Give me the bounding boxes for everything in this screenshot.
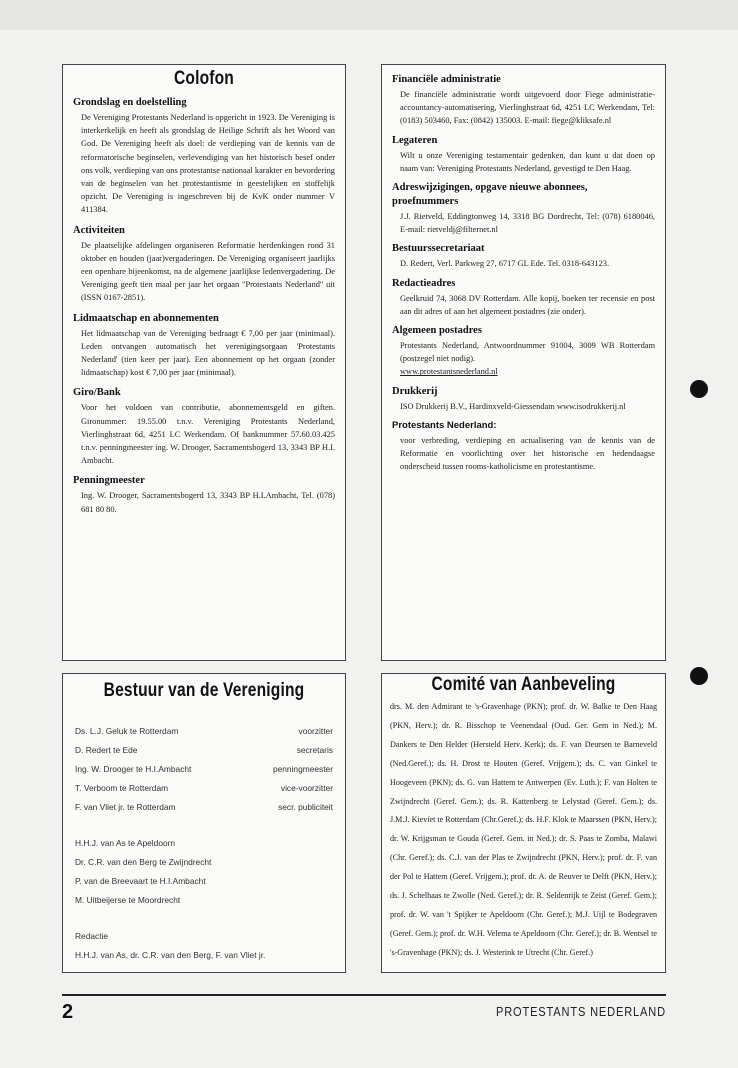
section-legateren	[392, 134, 655, 175]
section-body: J.J. Rietveld, Eddingtonweg 14, 3318 BG Dordrecht, Tel: (078) 6180046, E-mail: rietveldj@filternet.nl	[400, 212, 655, 235]
section-heading: Drukkerij	[392, 385, 438, 397]
comite-title: Comité van Aanbeveling	[431, 674, 616, 695]
section-heading: Bestuurssecretariaat	[392, 243, 485, 255]
section-body: Protestants Nederland, Antwoordnummer 91004, 3009 WB Rotterdam (postzegel niet nodig).	[400, 341, 655, 364]
section-body: ISO Drukkerij B.V., Hardinxveld-Giessendam www.isodrukkerij.nl	[400, 401, 626, 411]
officer-row	[75, 760, 333, 779]
section-adreswijzigingen	[392, 181, 655, 236]
section-heading: Grondslag en doelstelling	[73, 97, 187, 108]
section-lidmaatschap	[73, 312, 335, 380]
redactie-names: H.H.J. van As, dr. C.R. van den Berg, F. van Vliet jr.	[75, 950, 266, 960]
bestuur-title: Bestuur van de Vereniging	[103, 680, 305, 701]
section-body: Geelkruid 74, 3068 DV Rotterdam. Alle kopij, boeken ter recensie en post aan dit adres of aan het algemeen postadres (zie onder).	[400, 293, 655, 316]
section-body: De plaatselijke afdelingen organiseren Reformatie herdenkingen rond 31 oktober en houden (jaar)vergaderingen. De Vereniging organiseert jaarlijks een openbare bijeenkomst, na de algemene jaarlijkse ledenvergadering. De Vereniging geeft tien maal per jaar het orgaan "Protestants Nederland" uit (ISSN 0167-2851).	[81, 240, 335, 303]
binder-hole-icon	[690, 380, 708, 398]
website-link[interactable]: www.protestantsnederland.nl	[400, 367, 498, 377]
officer-role: penningmeester	[272, 764, 333, 774]
binder-hole-icon	[690, 667, 708, 685]
section-drukkerij	[392, 385, 655, 413]
officer-role: vice-voorzitter	[280, 783, 333, 793]
section-heading: Activiteiten	[73, 224, 125, 236]
member-name: H.H.J. van As te Apeldoorn	[75, 838, 176, 848]
page-top-shade	[0, 0, 738, 30]
officer-row	[75, 798, 333, 817]
section-bestuurssecretariaat	[392, 242, 655, 270]
footer-rule	[62, 994, 666, 996]
officer-name: Ds. L.J. Geluk te Rotterdam	[75, 726, 179, 736]
officer-row	[75, 722, 333, 741]
info-box	[381, 64, 666, 661]
member-name: Dr. C.R. van den Berg te Zwijndrecht	[75, 857, 212, 867]
officer-row	[75, 779, 333, 798]
section-body: Ing. W. Drooger, Sacramentsbogerd 13, 3343 BP H.I.Ambacht, Tel. (078) 681 80 80.	[81, 491, 335, 514]
section-activiteiten	[73, 224, 335, 305]
section-body: Het lidmaatschap van de Vereniging bedraagt € 7,00 per jaar (minimaal). Leden ontvangen automatisch het verenigingsorgaan 'Protestants Nederland' (tien keer per jaar). Een abonnement op het orgaan (zonder lidmaatschap) kost € 7,00 per jaar (minimaal).	[81, 328, 335, 378]
section-body: De financiële administratie wordt uitgevoerd door Fiege administratie-accountancy-automatisering, Vierlinghstraat 6d, 4251 LC Werkendam, Tel: (0183) 503460, Fax: (0842) 135003. E-mail: fiege@kliksafe.nl	[400, 90, 655, 126]
section-heading: Penningmeester	[73, 475, 145, 487]
section-penningmeester	[73, 474, 335, 515]
member-name: M. Uitbeijerse te Moordrecht	[75, 895, 181, 905]
officer-name: F. van Vliet jr. te Rotterdam	[75, 802, 176, 812]
comite-box	[381, 673, 666, 973]
officer-name: T. Verboom te Rotterdam	[75, 783, 169, 793]
redactie-label: Redactie	[75, 931, 109, 941]
colofon-title: Colofon	[174, 68, 234, 89]
section-heading: Protestants Nederland:	[392, 419, 497, 431]
section-body: D. Redert, Verl. Parkweg 27, 6717 GL Ede. Tel. 0318-643123.	[400, 259, 610, 269]
section-heading: Algemeen postadres	[392, 325, 482, 337]
section-financiele-administratie	[392, 73, 655, 128]
bestuur-box	[62, 673, 346, 973]
section-body: De Vereniging Protestants Nederland is opgericht in 1923. De Vereniging is interkerkelijk en heeft als grondslag de Heilige Schrift als het Woord van God. De Vereniging heeft als doel: de verdieping van de kennis van de reformatorische beginselen, verlevendiging van het historisch besef onder ons volk, verdieping van ons protestantse nationaal karakter en bevordering van de beginselen van het protestantisme in geestelijken en stoffelijk opzicht. De Vereniging is ingeschreven bij de KvK onder nummer V 411384.	[81, 113, 335, 215]
officer-role: voorzitter	[298, 726, 333, 736]
section-body: Wilt u onze Vereniging testamentair gedenken, dan kunt u dat doen op naam van: Vereniging Protestants Nederland, gevestigd te Den Haag.	[400, 150, 655, 173]
officer-role: secretaris	[296, 745, 333, 755]
officer-name: Ing. W. Drooger te H.I.Ambacht	[75, 764, 192, 774]
section-heading: Redactieadres	[392, 277, 456, 289]
officer-name: D. Redert te Ede	[75, 745, 138, 755]
section-heading: Financiële administratie	[392, 74, 501, 85]
member-name: P. van de Breevaart te H.I.Ambacht	[75, 876, 206, 886]
section-body: voor verbreding, verdieping en actualisering van de kennis van de Reformatie en voorlichting over het historische en hedendaagse onderscheid tussen rooms-katholicisme en protestantisme.	[400, 435, 655, 472]
section-heading: Legateren	[392, 134, 438, 146]
section-heading: Adreswijzigingen, opgave nieuwe abonnees, proefnummers	[392, 182, 588, 208]
magazine-title: PROTESTANTS NEDERLAND	[496, 1004, 666, 1019]
section-grondslag	[73, 96, 335, 217]
section-heading: Lidmaatschap en abonnementen	[73, 312, 219, 324]
bestuur-list	[75, 722, 333, 965]
colofon-box	[62, 64, 346, 661]
section-protestants-nederland	[392, 419, 655, 474]
section-giro-bank	[73, 386, 335, 467]
section-algemeen-postadres	[392, 324, 655, 379]
comite-members-text: drs. M. den Admirant te 's-Gravenhage (PKN); prof. dr. W. Balke te Den Haag (PKN, Herv.); dr. R. Bisschop te Veenendaal (Oud. Ger. Gem in Ned.); M. Dankers te Den Helder (Hersteld Herv. Kerk); ds. F. van Deursen te Barneveld (Ned.Geref.); ds. H. Drost te Houten (Geref. Vrijgem.); ds. C. van Ginkel te Hoogeveen (PKN); ds. G. van Hattem te Antwerpen (Ev. Luth.); F. van Holten te Zwijndrecht (Geref. Gem.); ds. R. Kattenberg te Lelystad (Geref. Gem.); ds. J.M.J. Kieviet te Rotterdam (Chr.Geref.); ds. H.F. Klok te Maarssen (PKN, Herv.); dr. W. Krijgsman te Gouda (Geref. Gem. in Ned.); dr. S. Paas te Zomba, Malawi (Chr. Geref.); ds. C.J. van der Plas te Zwijndrecht (PKN, Herv.); prof. dr. F. van der Pol te Hattem (Geref. Vrijgem.); prof. dr. A. de Reuver te Delft (PKN, Herv.); ds. J. Schelhaas te Zwolle (Ned. Geref.); dr. R. Seldenrijk te Zeist (Geref. Gem.); prof. dr. W. van 't Spijker te Apeldoorn (Chr. Geref.); M.J. Uijl te Bodegraven (Geref. Gem.); prof. dr. W.H. Velema te Apeldoorn (Chr. Geref.); dr. B. Wentsel te 's-Gravenhage (PKN); ds. J. Westerink te Utrecht (Chr. Geref.)	[390, 702, 657, 957]
officer-row	[75, 741, 333, 760]
section-redactieadres	[392, 277, 655, 318]
officer-role: secr. publiciteit	[278, 802, 333, 812]
section-heading: Giro/Bank	[73, 387, 121, 399]
section-body: Voor het voldoen van contributie, abonnementsgeld en giften. Gironummer: 19.55.00 t.n.v. Vereniging Protestants Nederland, Vierlinghstraat 6d, 4251 LC Werkendam. Of banknummer 57.60.03.425 t.n.v. penningmeester ing. W. Drooger, Sacramentsbogerd 13, 3343 BP H.I. Ambacht.	[81, 403, 335, 466]
page-number: 2	[62, 1001, 74, 1023]
